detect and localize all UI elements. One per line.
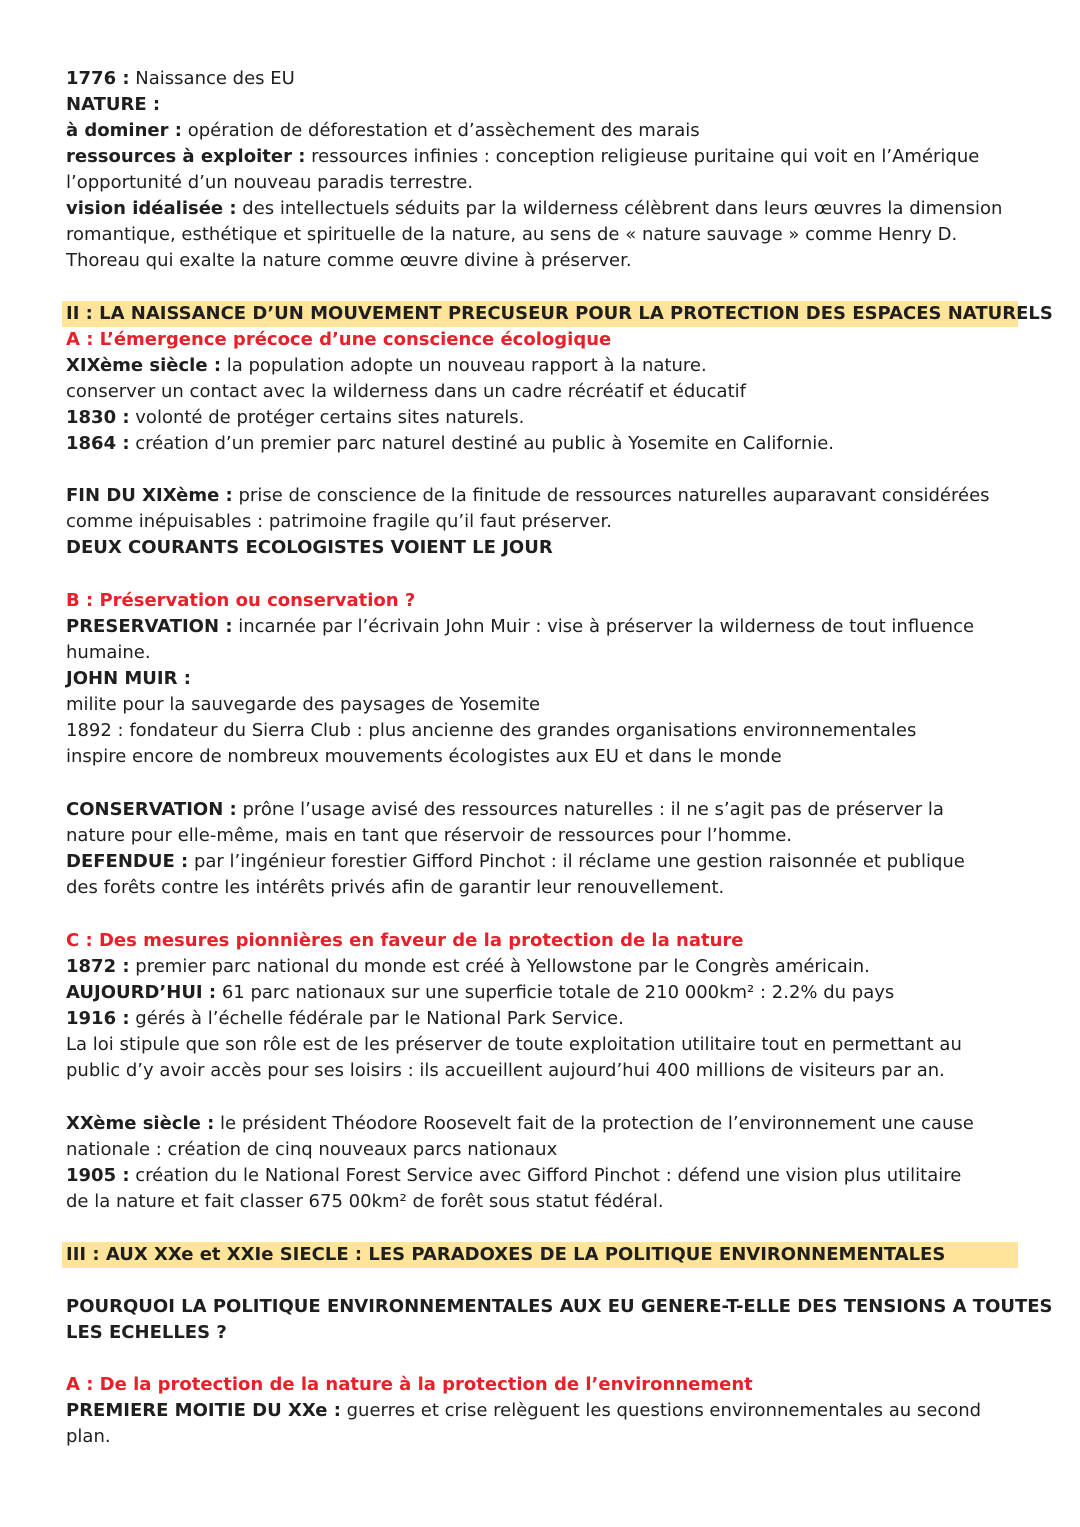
key-term: FIN DU XIXème :: [66, 485, 233, 506]
text-line: [66, 1006, 624, 1032]
text-line: [66, 980, 894, 1006]
question-line: LES ECHELLES ?: [66, 1322, 227, 1343]
key-term: JOHN MUIR :: [66, 668, 191, 689]
text-value: volonté de protéger certains sites naturels.: [129, 407, 525, 428]
text-line: [66, 1189, 664, 1215]
text-line: [66, 66, 295, 92]
key-term: AUJOURD’HUI :: [66, 982, 217, 1003]
text-line: [66, 1111, 974, 1137]
text-value: 61 parc nationaux sur une superficie totale de 210 000km² : 2.2% du pays: [216, 982, 895, 1003]
section-heading-text: III : AUX XXe et XXIe SIECLE : LES PARADOXES DE LA POLITIQUE ENVIRONNEMENTALES: [66, 1244, 946, 1265]
text-line: [66, 405, 524, 431]
text-value: de la nature et fait classer 675 00km² de forêt sous statut fédéral.: [66, 1191, 664, 1212]
text-value: prise de conscience de la finitude de ressources naturelles auparavant considérées: [232, 485, 990, 506]
key-term: XIXème siècle :: [66, 355, 222, 376]
text-line: [66, 1424, 111, 1450]
text-value: création d’un premier parc naturel destiné au public à Yosemite en Californie.: [129, 433, 835, 454]
key-term: XXème siècle :: [66, 1113, 215, 1134]
text-line: [66, 614, 974, 640]
text-line: [66, 1058, 945, 1084]
text-value: milite pour la sauvegarde des paysages de Yosemite: [66, 694, 541, 715]
text-value: des forêts contre les intérêts privés afin de garantir leur renouvellement.: [66, 877, 725, 898]
text-value: incarnée par l’écrivain John Muir : vise à préserver la wilderness de tout influence: [232, 616, 975, 637]
key-term: 1830 :: [66, 407, 130, 428]
text-value: des intellectuels séduits par la wilderness célèbrent dans leurs œuvres la dimension: [236, 198, 1003, 219]
text-value: conserver un contact avec la wilderness dans un cadre récréatif et éducatif: [66, 381, 746, 402]
key-term: NATURE :: [66, 94, 161, 115]
text-line: [66, 509, 612, 535]
text-line: [66, 431, 834, 457]
text-value: 1892 : fondateur du Sierra Club : plus ancienne des grandes organisations environnementales: [66, 720, 917, 741]
key-term: PRESERVATION :: [66, 616, 233, 637]
text-value: nationale : création de cinq nouveaux parcs nationaux: [66, 1139, 558, 1160]
text-line: [66, 379, 746, 405]
text-line: [66, 248, 632, 274]
key-term: CONSERVATION :: [66, 799, 237, 820]
text-value: romantique, esthétique et spirituelle de la nature, au sens de « nature sauvage » comme Henry D.: [66, 224, 958, 245]
text-line: [66, 718, 916, 744]
text-line: [66, 640, 151, 666]
text-value: l’opportunité d’un nouveau paradis terrestre.: [66, 172, 474, 193]
text-value: comme inépuisables : patrimoine fragile qu’il faut préserver.: [66, 511, 612, 532]
text-value: public d’y avoir accès pour ses loisirs : ils accueillent aujourd’hui 400 millions de visiteurs par an.: [66, 1060, 945, 1081]
text-line: [66, 1137, 557, 1163]
text-line: [66, 744, 782, 770]
text-value: la population adopte un nouveau rapport à la nature.: [221, 355, 707, 376]
text-value: opération de déforestation et d’assèchement des marais: [181, 120, 700, 141]
text-line: [66, 353, 707, 379]
key-term: 1776 :: [66, 68, 130, 89]
text-value: prône l’usage avisé des ressources naturelles : il ne s’agit pas de préserver la: [236, 799, 944, 820]
text-line: [66, 954, 870, 980]
key-term: 1864 :: [66, 433, 130, 454]
key-term: à dominer :: [66, 120, 182, 141]
text-line: [66, 144, 979, 170]
text-line: [66, 875, 724, 901]
key-term: ressources à exploiter :: [66, 146, 306, 167]
text-line: [66, 692, 540, 718]
text-line: [66, 849, 965, 875]
question-line: POURQUOI LA POLITIQUE ENVIRONNEMENTALES AUX EU GENERE-T-ELLE DES TENSIONS A TOUTES: [66, 1296, 1053, 1317]
text-value: plan.: [66, 1426, 111, 1447]
text-line: [66, 1032, 962, 1058]
text-line: [66, 666, 191, 692]
text-line: [66, 535, 553, 561]
key-term: 1916 :: [66, 1008, 130, 1029]
key-term: 1872 :: [66, 956, 130, 977]
text-value: le président Théodore Roosevelt fait de la protection de l’environnement une cause: [214, 1113, 974, 1134]
text-value: Thoreau qui exalte la nature comme œuvre divine à préserver.: [66, 250, 632, 271]
subheading-a: A : L’émergence précoce d’une conscience écologique: [66, 329, 612, 350]
key-term: PREMIERE MOITIE DU XXe :: [66, 1400, 341, 1421]
key-term: 1905 :: [66, 1165, 130, 1186]
subheading-c: C : Des mesures pionnières en faveur de la protection de la nature: [66, 930, 744, 951]
text-value: ressources infinies : conception religieuse puritaine qui voit en l’Amérique: [305, 146, 980, 167]
text-value: humaine.: [66, 642, 151, 663]
text-line: [66, 196, 1002, 222]
text-value: premier parc national du monde est créé à Yellowstone par le Congrès américain.: [129, 956, 870, 977]
text-line: [66, 222, 957, 248]
text-line: [66, 797, 944, 823]
key-term: vision idéalisée :: [66, 198, 237, 219]
text-value: création du le National Forest Service avec Gifford Pinchot : défend une vision plus utilitaire: [129, 1165, 962, 1186]
section-heading-text: II : LA NAISSANCE D’UN MOUVEMENT PRECUSEUR POUR LA PROTECTION DES ESPACES NATURELS: [66, 303, 1053, 324]
text-value: gérés à l’échelle fédérale par le National Park Service.: [129, 1008, 624, 1029]
text-value: guerres et crise relèguent les questions environnementales au second: [340, 1400, 982, 1421]
text-value: inspire encore de nombreux mouvements écologistes aux EU et dans le monde: [66, 746, 782, 767]
subheading-b: B : Préservation ou conservation ?: [66, 590, 416, 611]
key-term: DEUX COURANTS ECOLOGISTES VOIENT LE JOUR: [66, 537, 553, 558]
section-heading-ii: [62, 301, 1053, 327]
text-value: Naissance des EU: [129, 68, 295, 89]
key-term: DEFENDUE :: [66, 851, 189, 872]
subheading-iii-a: A : De la protection de la nature à la protection de l’environnement: [66, 1374, 753, 1395]
text-value: par l’ingénieur forestier Gifford Pinchot : il réclame une gestion raisonnée et publique: [188, 851, 965, 872]
text-line: [66, 823, 792, 849]
text-line: [66, 1398, 981, 1424]
text-line: [66, 1163, 961, 1189]
text-value: La loi stipule que son rôle est de les préserver de toute exploitation utilitaire tout en permettant au: [66, 1034, 962, 1055]
text-value: nature pour elle-même, mais en tant que réservoir de ressources pour l’homme.: [66, 825, 793, 846]
section-heading-iii: [62, 1242, 1018, 1268]
text-line: [66, 170, 473, 196]
text-line: [66, 92, 160, 118]
text-line: [66, 483, 990, 509]
text-line: [66, 118, 700, 144]
